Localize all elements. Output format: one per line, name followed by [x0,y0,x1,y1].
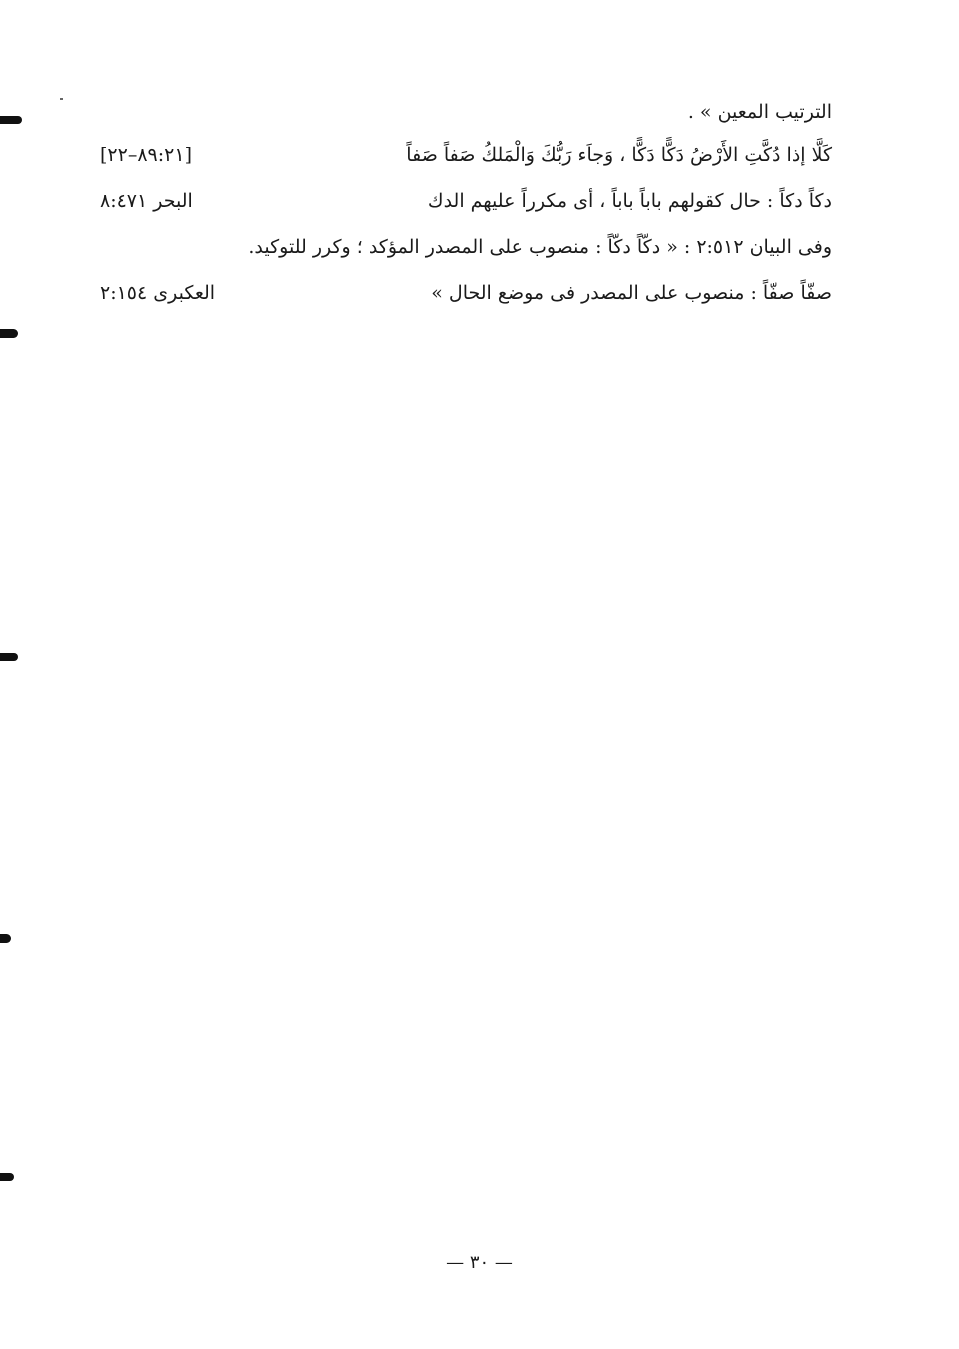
verse-text: كَلَّا إذا دُكَّتِ الأَرْضُ دَكًّا دَكًّا ، وَجاَء رَبُّكَ وَالْمَلكُ صَفاً صَفاً [406,144,832,166]
line-text: الترتيب المعين » . [687,101,832,123]
text-line [100,178,832,224]
source-reference: البحر ٨:٤٧١ [100,190,193,212]
text-line [100,92,832,132]
text-line [100,270,832,316]
binding-mark [0,934,11,943]
arabic-text-block [100,92,832,316]
source-reference: العكبرى ٢:١٥٤ [100,282,216,304]
text-line [100,132,832,178]
line-text: دكاً دكاً : حال كقولهم باباً باباً ، أى مكرراً عليهم الدك [427,190,832,212]
binding-mark [0,1173,14,1181]
verse-reference: [٨٩:٢١–٢٢] [100,144,192,166]
scan-speck [60,98,63,100]
binding-mark [0,329,18,338]
binding-mark [0,116,22,124]
binding-mark [0,653,18,661]
line-text: وفى البيان ٢:٥١٢ : « دكّاً دكّاً : منصوب على المصدر المؤكد ؛ وكرر للتوكيد. [248,236,832,258]
page-number: — ٣٠ — [446,1252,513,1273]
text-line [100,224,832,270]
line-text: صفّاً صفّاً : منصوب على المصدر فى موضع الحال » [431,282,832,304]
